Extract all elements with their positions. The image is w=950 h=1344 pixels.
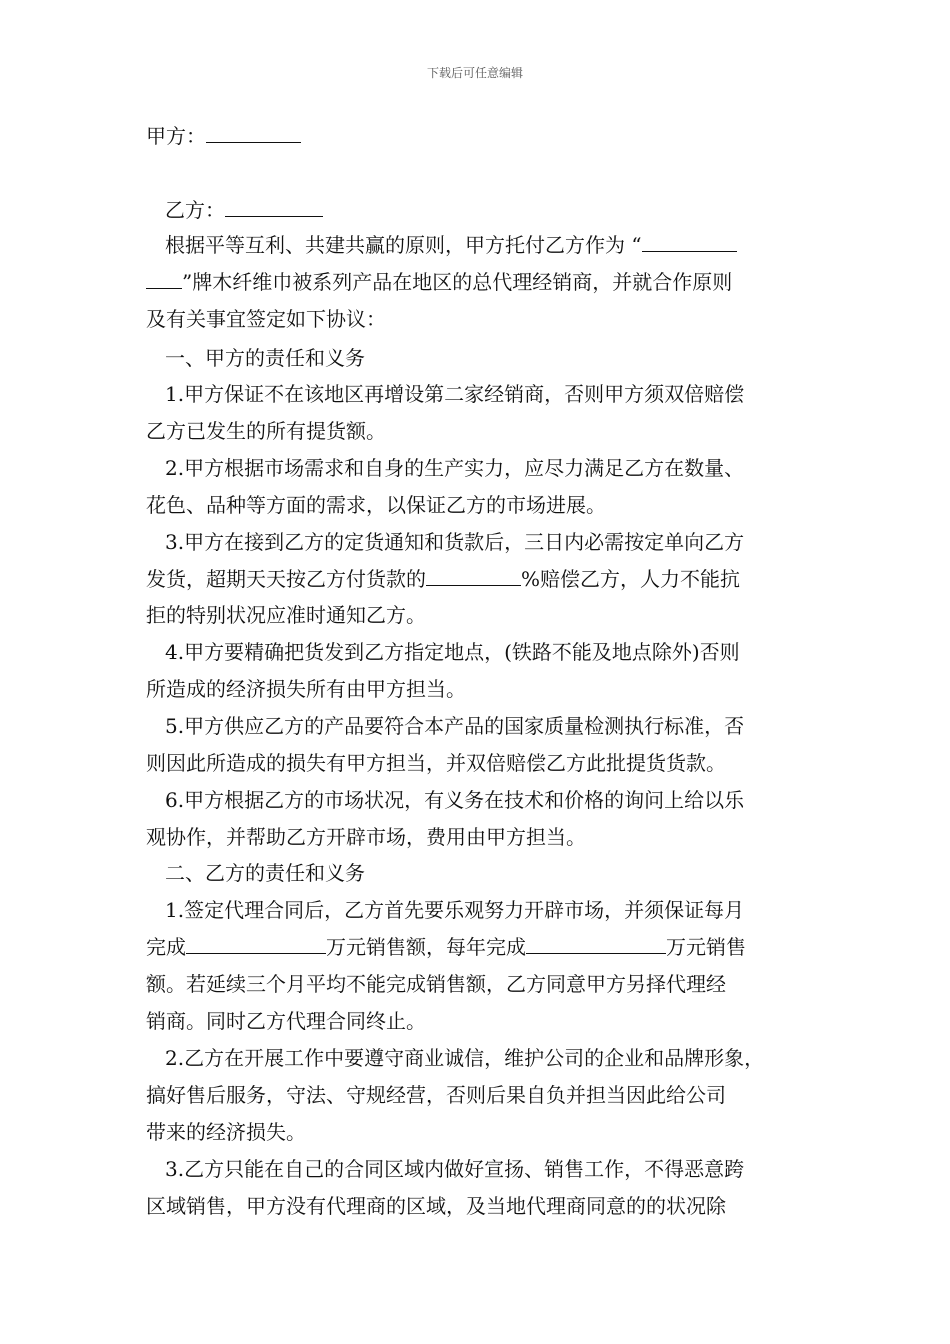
s2-clause-1-line-1: 1.签定代理合同后，乙方首先要乐观努力开辟市场，并须保证每月: [165, 898, 745, 922]
s2-clause-2-line-3: 带来的经济损失。: [146, 1120, 306, 1144]
s2-clause-1-text-a: 完成: [146, 935, 186, 959]
s1-clause-3-text-a: 发货，超期天天按乙方付货款的: [146, 567, 426, 591]
s1-clause-6-line-2: 观协作，并帮助乙方开辟市场，费用由甲方担当。: [146, 825, 586, 849]
party-b-line: [165, 192, 835, 228]
party-a-blank: [206, 124, 301, 143]
s1-clause-5-line-1: 5.甲方供应乙方的产品要符合本产品的国家质量检测执行标准，否: [165, 714, 745, 738]
section-2-title: 二、乙方的责任和义务: [165, 861, 365, 885]
s2-clause-2-line-2: 搞好售后服务，守法、守规经营，否则后果自负并担当因此给公司: [146, 1083, 726, 1107]
intro-line-1: [165, 227, 835, 263]
s2-clause-3-line-2: 区域销售，甲方没有代理商的区域，及当地代理商同意的的状况除: [146, 1194, 726, 1218]
party-a-line: [146, 118, 816, 154]
s1-clause-1-line-1: 1.甲方保证不在该地区再增设第二家经销商，否则甲方须双倍赔偿: [165, 382, 745, 406]
s2-clause-1-text-b: 万元销售额，每年完成: [326, 935, 526, 959]
party-b-blank: [225, 198, 323, 217]
s2-clause-1-line-2: [146, 929, 816, 965]
s1-clause-4-line-1: 4.甲方要精确把货发到乙方指定地点，(铁路不能及地点除外)否则: [165, 640, 740, 664]
s1-clause-1-line-2: 乙方已发生的所有提货额。: [146, 419, 386, 443]
annual-sales-blank: [526, 935, 666, 954]
monthly-sales-blank: [186, 935, 326, 954]
s1-clause-6-line-1: 6.甲方根据乙方的市场状况，有义务在技术和价格的询问上给以乐: [165, 788, 745, 812]
s1-clause-4-line-2: 所造成的经济损失所有由甲方担当。: [146, 677, 466, 701]
s2-clause-3-line-1: 3.乙方只能在自己的合同区域内做好宣扬、销售工作，不得恶意跨: [165, 1157, 745, 1181]
penalty-rate-blank: [426, 567, 521, 586]
s1-clause-2-line-2: 花色、品种等方面的需求，以保证乙方的市场进展。: [146, 493, 606, 517]
s1-clause-3-line-3: 拒的特别状况应准时通知乙方。: [146, 603, 426, 627]
page-header-note: 下载后可任意编辑: [426, 66, 523, 80]
s2-clause-1-line-3: 额。若延续三个月平均不能完成销售额，乙方同意甲方另择代理经: [146, 972, 726, 996]
s1-clause-3-text-b: %赔偿乙方，人力不能抗: [521, 567, 741, 591]
section-1-title: 一、甲方的责任和义务: [165, 346, 365, 370]
intro-text-1: 根据平等互利、共建共赢的原则，甲方托付乙方作为 “: [165, 233, 642, 257]
intro-line-2: [146, 264, 816, 300]
s2-clause-1-line-4: 销商。同时乙方代理合同终止。: [146, 1009, 426, 1033]
intro-text-2: ”牌木纤维巾被系列产品在地区的总代理经销商，并就合作原则: [182, 270, 733, 294]
s1-clause-2-line-1: 2.甲方根据市场需求和自身的生产实力，应尽力满足乙方在数量、: [165, 456, 745, 480]
s1-clause-5-line-2: 则因此所造成的损失有甲方担当，并双倍赔偿乙方此批提货货款。: [146, 751, 726, 775]
s2-clause-2-line-1: 2.乙方在开展工作中要遵守商业诚信，维护公司的企业和品牌形象，: [165, 1046, 765, 1070]
brand-blank-2: [146, 270, 182, 289]
party-a-label: 甲方：: [146, 124, 206, 148]
s2-clause-1-text-c: 万元销售: [666, 935, 746, 959]
brand-blank-1: [642, 233, 737, 252]
party-b-label: 乙方：: [165, 198, 225, 222]
s1-clause-3-line-1: 3.甲方在接到乙方的定货通知和货款后，三日内必需按定单向乙方: [165, 530, 745, 554]
s1-clause-3-line-2: [146, 561, 816, 597]
intro-line-3: 及有关事宜签定如下协议：: [146, 307, 386, 331]
